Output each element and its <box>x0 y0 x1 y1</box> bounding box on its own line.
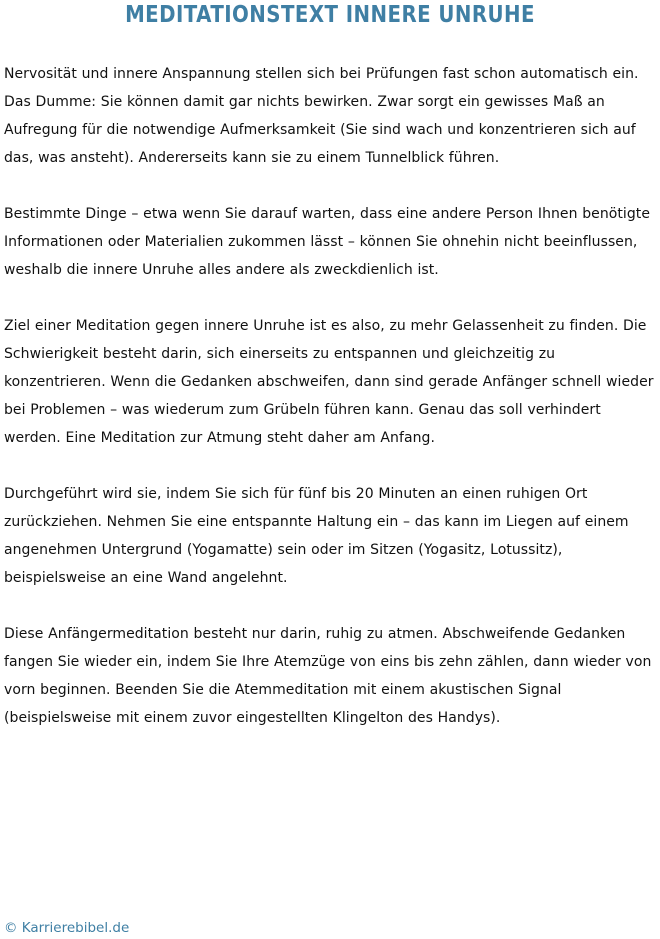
paragraph-5: Diese Anfängermeditation besteht nur darin, ruhig zu atmen. Abschweifende Gedanken fangen Sie wieder ein, indem Sie Ihre Atemzüge von eins bis zehn zählen, dann wieder von vorn beginnen. Beenden Sie die Atemmeditation mit einem akustischen Signal (beispielsweise mit einem zuvor eingestellten Klingelton des Handys). <box>4 626 652 726</box>
copyright-footer: © Karrierebibel.de <box>4 920 130 936</box>
paragraph-2: Bestimmte Dinge – etwa wenn Sie darauf warten, dass eine andere Person Ihnen benötigte Informationen oder Materialien zukommen lässt – können Sie ohnehin nicht beeinflussen, weshalb die innere Unruhe alles andere als zweckdienlich ist. <box>4 206 650 278</box>
document-body <box>4 60 658 760</box>
paragraph-1: Nervosität und innere Anspannung stellen sich bei Prüfungen fast schon automatisch ein. Das Dumme: Sie können damit gar nichts bewirken. Zwar sorgt ein gewisses Maß an Aufregung für die notwendige Aufmerksamkeit (Sie sind wach und konzentrieren sich auf das, was ansteht). Andererseits kann sie zu einem Tunnelblick führen. <box>4 66 639 166</box>
paragraph-3: Ziel einer Meditation gegen innere Unruhe ist es also, zu mehr Gelassenheit zu finden. Die Schwierigkeit besteht darin, sich einerseits zu entspannen und gleichzeitig zu konzentrieren. Wenn die Gedanken abschweifen, dann sind gerade Anfänger schnell wieder bei Problemen – was wiederum zum Grübeln führen kann. Genau das soll verhindert werden. Eine Meditation zur Atmung steht daher am Anfang. <box>4 318 654 446</box>
paragraph-4: Durchgeführt wird sie, indem Sie sich für fünf bis 20 Minuten an einen ruhigen Ort zurückziehen. Nehmen Sie eine entspannte Haltung ein – das kann im Liegen auf einem angenehmen Untergrund (Yogamatte) sein oder im Sitzen (Yogasitz, Lotussitz), beispielsweise an eine Wand angelehnt. <box>4 486 629 586</box>
page-title: MEDITATIONSTEXT INNERE UNRUHE <box>125 2 535 28</box>
